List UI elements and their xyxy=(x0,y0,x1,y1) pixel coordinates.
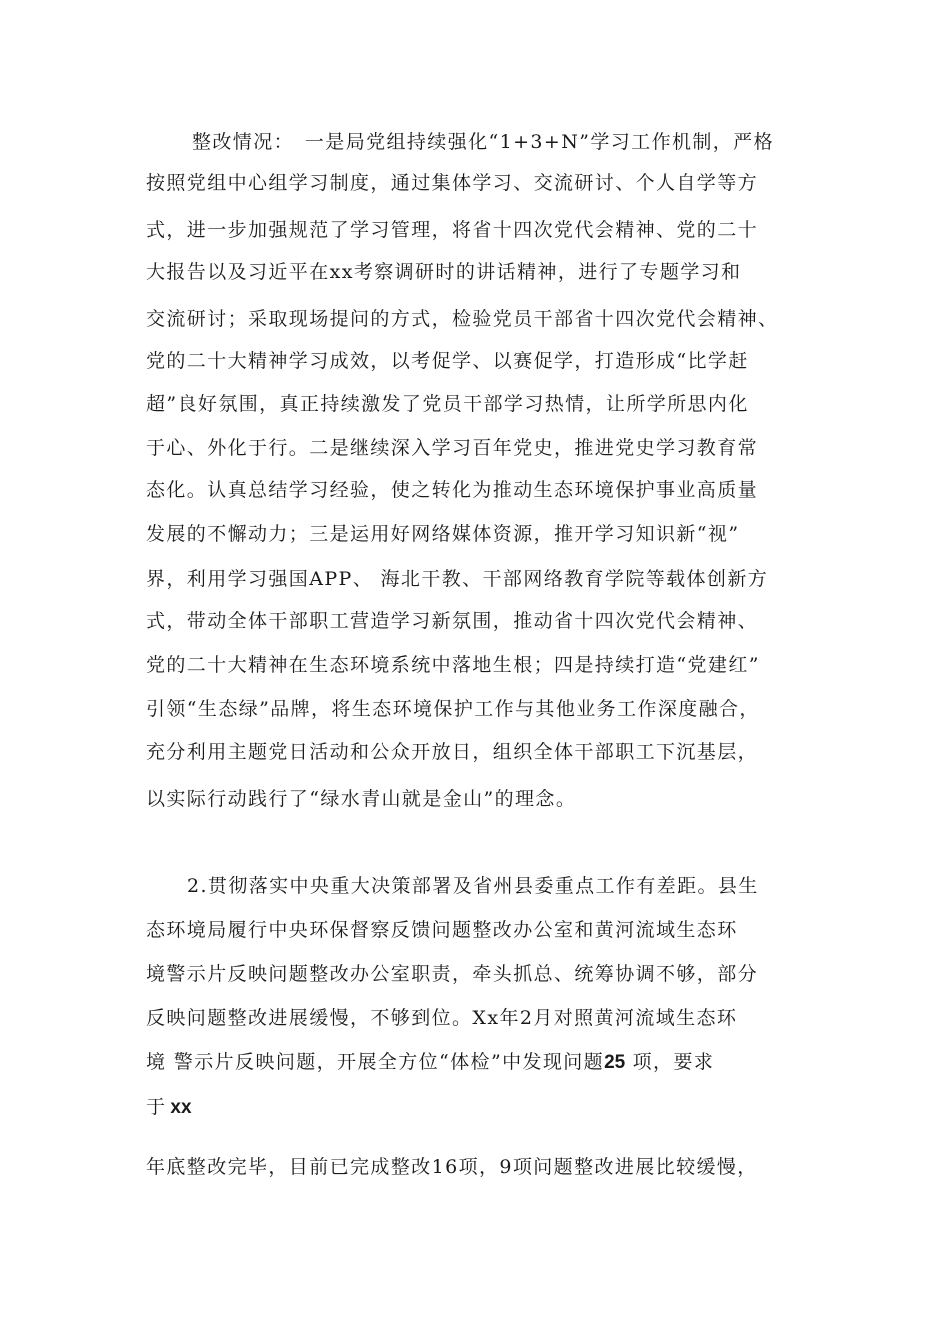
text-line xyxy=(146,1095,192,1120)
text-line: 超”良好氛围，真正持续激发了党员干部学习热情，让所学所思内化 xyxy=(146,393,749,415)
text-line: 式，带动全体干部职工营造学习新氛围，推动省十四次党代会精神、 xyxy=(146,610,759,632)
text-line: 充分利用主题党日活动和公众开放日，组织全体干部职工下沉基层， xyxy=(146,741,759,763)
text-line: 态化。认真总结学习经验，使之转化为推动生态环境保护事业高质量 xyxy=(146,479,759,501)
text-line: 按照党组中心组学习制度，通过集体学习、交流研讨、个人自学等方 xyxy=(146,172,759,194)
text-line: 大报告以及习近平在xx考察调研时的讲话精神，进行了专题学习和 xyxy=(146,261,742,283)
text-line: 2.贯彻落实中央重大决策部署及省州县委重点工作有差距。县生 xyxy=(187,875,759,897)
text-span: 项，要求 xyxy=(625,1051,715,1073)
text-span: 境 警示片反映问题，开展全方位“体检”中发现问题 xyxy=(146,1051,605,1073)
text-line: 以实际行动践行了“绿水青山就是金山”的理念。 xyxy=(146,788,577,810)
text-line: 整改情况： 一是局党组持续强化“1+3+N”学习工作机制，严格 xyxy=(192,131,774,153)
text-line: 境警示片反映问题整改办公室职责，牵头抓总、统筹协调不够，部分 xyxy=(146,963,759,985)
text-line: 态环境局履行中央环保督察反馈问题整改办公室和黄河流域生态环 xyxy=(146,919,738,941)
text-line: 反映问题整改进展缓慢，不够到位。Xx年2月对照黄河流域生态环 xyxy=(146,1007,738,1029)
bold-text: xx xyxy=(170,1097,192,1118)
text-line: 发展的不懈动力；三是运用好网络媒体资源，推开学习知识新“视” xyxy=(146,523,740,545)
text-line: 党的二十大精神学习成效，以考促学、以赛促学，打造形成“比学赶 xyxy=(146,350,749,372)
text-line: 式，进一步加强规范了学习管理，将省十四次党代会精神、党的二十 xyxy=(146,219,759,241)
text-span: 于 xyxy=(146,1096,167,1118)
text-line xyxy=(146,1050,714,1075)
text-line: 于心、外化于行。二是继续深入学习百年党史，推进党史学习教育常 xyxy=(146,437,759,459)
text-line: 界，利用学习强国APP、 海北干教、干部网络教育学院等载体创新方 xyxy=(146,568,769,590)
text-line: 交流研讨；采取现场提问的方式，检验党员干部省十四次党代会精神、 xyxy=(146,308,779,330)
text-line: 年底整改完毕，目前已完成整改16项，9项问题整改进展比较缓慢， xyxy=(146,1156,758,1178)
bold-number: 25 xyxy=(604,1052,626,1073)
text-line: 党的二十大精神在生态环境系统中落地生根；四是持续打造“党建红” xyxy=(146,654,760,676)
text-line: 引领“生态绿”品牌，将生态环境保护工作与其他业务工作深度融合， xyxy=(146,698,760,720)
